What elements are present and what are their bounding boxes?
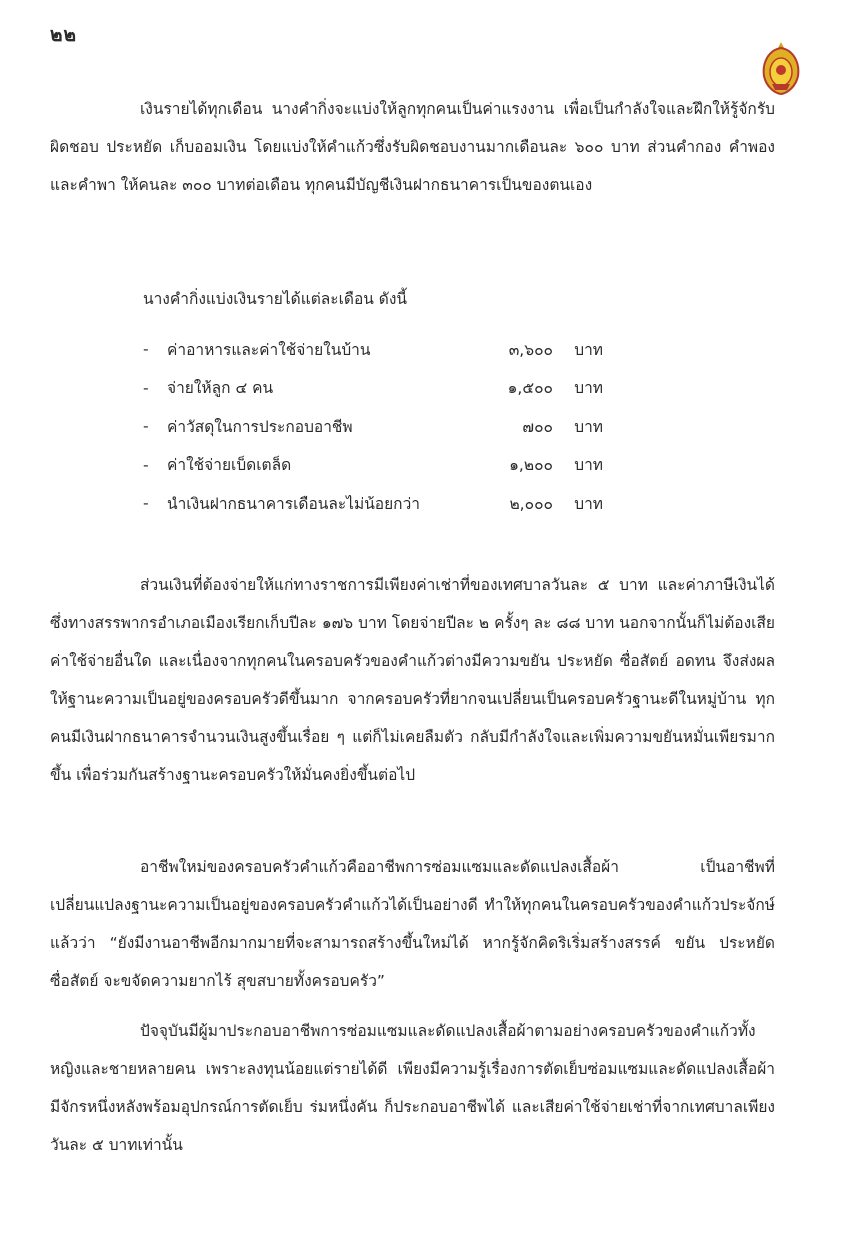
paragraph-new-occupation: อาชีพใหม่ของครอบครัวคำแก้วคืออาชีพการซ่อมแซมและดัดแปลงเสื้อผ้า เป็นอาชีพที่เปลี่ยนแปลงฐานะความเป็นอยู่ของครอบครัวคำแก้วได้เป็นอย่างดี ทำให้ทุกคนในครอบครัวของคำแก้วประจักษ์แล้วว่า “ยังมีงานอาชีพอีกมากมายที่จะสามารถสร้างขึ้นใหม่ได้ หากรู้จักคิดริเริ่มสร้างสรรค์ ขยัน ประหยัด ซื่อสัตย์ จะขจัดความยากไร้ สุขสบายทั้งครอบครัว”: [50, 858, 775, 990]
paragraph-monthly-income: เงินรายได้ทุกเดือน นางคำกิ่งจะแบ่งให้ลูกทุกคนเป็นค่าแรงงาน เพื่อเป็นกำลังใจและฝึกให้รู้จักรับผิดชอบ ประหยัด เก็บออมเงิน โดยแบ่งให้คำแก้วซึ่งรับผิดชอบงานมากเดือนละ ๖๐๐ บาท ส่วนคำกอง คำพอง และคำพา ให้คนละ ๓๐๐ บาทต่อเดือน ทุกคนมีบัญชีเงินฝากธนาคารเป็นของตนเอง: [50, 100, 775, 194]
list-item: - ค่าอาหารและค่าใช้จ่ายในบ้าน ๓,๖๐๐ บาท: [143, 340, 603, 359]
royal-emblem-icon: [760, 40, 802, 96]
budget-intro: นางคำกิ่งแบ่งเงินรายได้แต่ละเดือน ดังนี้: [143, 290, 408, 308]
paragraph-current-situation: ปัจจุบันมีผู้มาประกอบอาชีพการซ่อมแซมและดัดแปลงเสื้อผ้าตามอย่างครอบครัวของคำแก้วทั้งหญิงและชายหลายคน เพราะลงทุนน้อยแต่รายได้ดี เพียงมีความรู้เรื่องการตัดเย็บซ่อมแซมและดัดแปลงเสื้อผ้า มีจักรหนึ่งหลังพร้อมอุปกรณ์การตัดเย็บ ร่มหนึ่งคัน ก็ประกอบอาชีพได้ และเสียค่าใช้จ่ายเช่าที่จากเทศบาลเพียงวันละ ๕ บาทเท่านั้น: [50, 1022, 775, 1154]
list-item: - นำเงินฝากธนาคารเดือนละไม่น้อยกว่า ๒,๐๐๐ บาท: [143, 494, 603, 513]
page-number: ๒๒: [50, 24, 78, 46]
list-item: - ค่าใช้จ่ายเบ็ดเตล็ด ๑,๒๐๐ บาท: [143, 455, 603, 475]
budget-list: [143, 330, 603, 523]
list-item: - ค่าวัสดุในการประกอบอาชีพ ๗๐๐ บาท: [143, 417, 603, 436]
list-item: - จ่ายให้ลูก ๔ คน ๑,๕๐๐ บาท: [143, 378, 603, 398]
paragraph-government-fees: ส่วนเงินที่ต้องจ่ายให้แก่ทางราชการมีเพียงค่าเช่าที่ของเทศบาลวันละ ๕ บาท และค่าภาษีเงินได้ซึ่งทางสรรพากรอำเภอเมืองเรียกเก็บปีละ ๑๗๖ บาท โดยจ่ายปีละ ๒ ครั้งๆ ละ ๘๘ บาท นอกจากนั้นก็ไม่ต้องเสียค่าใช้จ่ายอื่นใด และเนื่องจากทุกคนในครอบครัวของคำแก้วต่างมีความขยัน ประหยัด ซื่อสัตย์ อดทน จึงส่งผลให้ฐานะความเป็นอยู่ของครอบครัวดีขึ้นมาก จากครอบครัวที่ยากจนเปลี่ยนเป็นครอบครัวฐานะดีในหมู่บ้าน ทุกคนมีเงินฝากธนาคารจำนวนเงินสูงขึ้นเรื่อย ๆ แต่ก็ไม่เคยลืมตัว กลับมีกำลังใจและเพิ่มความขยันหมั่นเพียรมากขึ้น เพื่อร่วมกันสร้างฐานะครอบครัวให้มั่นคงยิ่งขึ้นต่อไป: [50, 576, 775, 784]
